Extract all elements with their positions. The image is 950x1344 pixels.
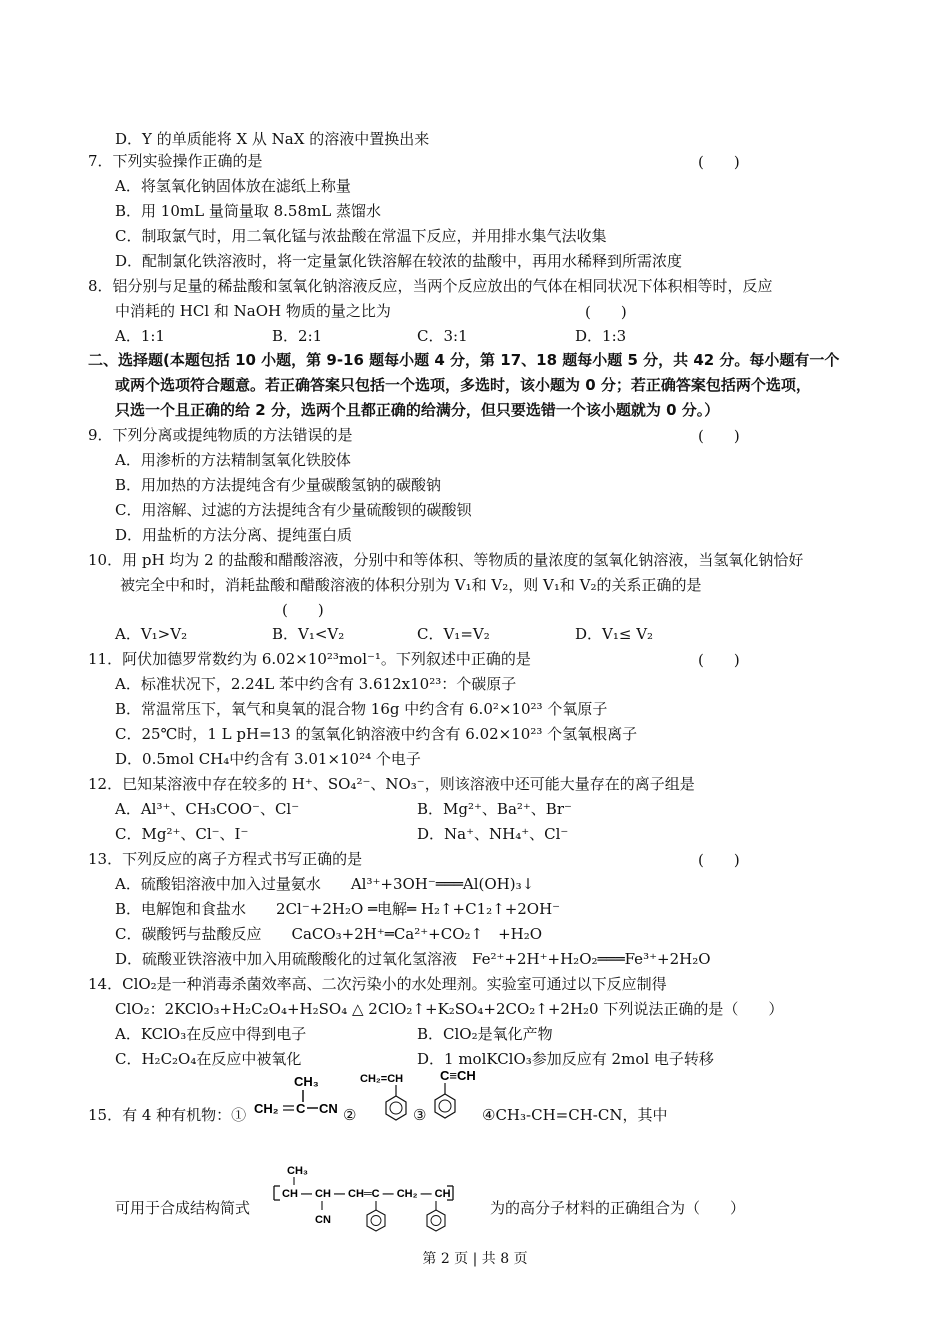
q15-stem-prefix: 15．有 4 种有机物：① [88,1106,247,1124]
m1-ch2: CH₂ [254,1101,279,1116]
q8-option-d: D．1:3 [575,327,627,345]
q10-stem-1: 10．用 pH 均为 2 的盐酸和醋酸溶液，分别中和等体积、等物质的量浓度的氢氧化钠溶液，当氢氧化钠恰好 [88,551,804,569]
q12-option-b: B．Mg²⁺、Ba²⁺、Br⁻ [417,800,572,818]
q14-option-d: D．1 molKClO₃参加反应有 2mol 电子转移 [417,1050,714,1068]
q9-option-d: D．用盐析的方法分离、提纯蛋白质 [115,526,353,544]
section2-heading-2: 或两个选项符合题意。若正确答案只包括一个选项，多选时，该小题为 0 分；若正确答案包括两个选项， [115,376,811,394]
m2-vinyl: CH₂=CH [360,1073,404,1085]
q15-marker-3: ③ [413,1106,427,1124]
q8-answer-paren: ( ) [585,303,627,321]
q14-option-a: A．KClO₃在反应中得到电子 [115,1025,307,1043]
section2-heading-3: 只选一个且正确的给 2 分，选两个且都正确的给满分，但只要选错一个该小题就为 0 分。） [115,401,720,419]
q10-option-a: A．V₁>V₂ [115,625,188,643]
q12-option-a: A．Al³⁺、CH₃COO⁻、Cl⁻ [115,800,300,818]
q15-stem-line2-b: 为的高分子材料的正确组合为（ ） [490,1199,746,1217]
q7-option-a: A．将氢氧化钠固体放在滤纸上称量 [115,177,351,195]
q10-answer-paren: ( ) [282,601,324,619]
molecule-1-methacrylonitrile [254,1068,344,1128]
m1-cn: CN [319,1101,338,1116]
page-footer: 第 2 页 | 共 8 页 [422,1251,528,1267]
q9-stem: 9．下列分离或提纯物质的方法错误的是 [88,426,353,444]
q9-option-b: B．用加热的方法提纯含有少量碳酸氢钠的碳酸钠 [115,476,442,494]
molecule-3-phenylacetylene [428,1064,488,1126]
q15-marker-2: ② [343,1106,357,1124]
m3-ethynyl: C≡CH [440,1068,476,1083]
q7-option-d: D．配制氯化铁溶液时，将一定量氯化铁溶解在较浓的盐酸中，再用水稀释到所需浓度 [115,252,683,270]
q14-option-b: B．ClO₂是氧化产物 [417,1025,553,1043]
q8-option-c: C．3:1 [417,327,468,345]
q12-option-d: D．Na⁺、NH₄⁺、Cl⁻ [417,825,569,843]
q11-answer-paren: ( ) [698,651,740,669]
q9-answer-paren: ( ) [698,427,740,445]
q10-option-c: C．V₁=V₂ [417,625,490,643]
q13-option-d: D．硫酸亚铁溶液中加入用硫酸酸化的过氧化氢溶液 Fe²⁺+2H⁺+H₂O₂═══Fe³⁺+2H₂O [115,950,711,968]
q11-stem: 11．阿伏加德罗常数约为 6.02×10²³mol⁻¹。下列叙述中正确的是 [88,650,531,668]
q13-option-c: C．碳酸钙与盐酸反应 CaCO₃+2H⁺═Ca²⁺+CO₂↑ +H₂O [115,925,543,943]
q10-stem-2: 被完全中和时，消耗盐酸和醋酸溶液的体积分别为 V₁和 V₂，则 V₁和 V₂的关系正确的是 [120,576,702,594]
m1-ch3: CH₃ [294,1074,319,1089]
q13-option-a: A．硫酸铝溶液中加入过量氨水 Al³⁺+3OH⁻═══Al(OH)₃↓ [115,875,535,893]
q13-stem: 13．下列反应的离子方程式书写正确的是 [88,850,363,868]
q10-option-b: B．V₁<V₂ [272,625,345,643]
q7-option-b: B．用 10mL 量筒量取 8.58mL 蒸馏水 [115,202,381,220]
q11-option-d: D．0.5mol CH₄中约含有 3.01×10²⁴ 个电子 [115,750,421,768]
q8-stem-2: 中消耗的 HCl 和 NaOH 物质的量之比为 [115,302,391,320]
q11-option-b: B．常温常压下，氧气和臭氧的混合物 16g 中约含有 6.0²×10²³ 个氧原子 [115,700,608,718]
q11-option-a: A．标准状况下，2.24L 苯中约含有 3.612x10²³：个碳原子 [115,675,517,693]
q14-option-c: C．H₂C₂O₄在反应中被氧化 [115,1050,302,1068]
m1-c: C [296,1101,306,1116]
q8-option-a: A．1:1 [115,327,165,345]
q12-option-c: C．Mg²⁺、Cl⁻、I⁻ [115,825,249,843]
q6-option-d: D．Y 的单质能将 X 从 NaX 的溶液中置换出来 [115,130,430,148]
poly-ch3: CH₃ [287,1165,308,1177]
section2-heading-1: 二、选择题(本题包括 10 小题，第 9-16 题每小题 4 分，第 17、18 题每小题 5 分，共 42 分。每小题有一个 [88,351,840,369]
poly-cn: CN [315,1214,331,1226]
molecule-2-styrene [358,1068,418,1128]
q10-option-d: D．V₁≤ V₂ [575,625,654,643]
q14-stem-1: 14．ClO₂是一种消毒杀菌效率高、二次污染小的水处理剂。实验室可通过以下反应制得 [88,975,667,993]
q12-stem: 12．巳知某溶液中存在较多的 H⁺、SO₄²⁻、NO₃⁻，则该溶液中还可能大量存在的离子组是 [88,775,695,793]
q15-stem-suffix: ④CH₃-CH=CH-CN，其中 [482,1106,668,1124]
q11-option-c: C．25℃时，1 L pH=13 的氢氧化钠溶液中约含有 6.02×10²³ 个氢氧根离子 [115,725,638,743]
q13-answer-paren: ( ) [698,851,740,869]
q14-stem-2: ClO₂：2KClO₃+H₂C₂O₄+H₂SO₄ △ 2ClO₂↑+K₂SO₄+2CO₂↑+2H₂0 下列说法正确的是（ ） [115,1000,784,1018]
q8-option-b: B．2:1 [272,327,323,345]
poly-main-chain: CH — CH — CH═C — CH₂ — CH [282,1188,451,1200]
q9-option-a: A．用渗析的方法精制氢氧化铁胶体 [115,451,351,469]
q7-option-c: C．制取氯气时，用二氧化锰与浓盐酸在常温下反应，并用排水集气法收集 [115,227,607,245]
q7-stem: 7．下列实验操作正确的是 [88,152,263,170]
q9-option-c: C．用溶解、过滤的方法提纯含有少量硫酸钡的碳酸钡 [115,501,472,519]
q7-answer-paren: ( ) [698,153,740,171]
q8-stem-1: 8．铝分别与足量的稀盐酸和氢氧化钠溶液反应，当两个反应放出的气体在相同状况下体积相等时，反应 [88,277,773,295]
q13-option-b: B．电解饱和食盐水 2Cl⁻+2H₂O ═电解═ H₂↑+C1₂↑+2OH⁻ [115,900,561,918]
q15-stem-line2-a: 可用于合成结构简式 [115,1199,251,1217]
polymer-structure [270,1160,470,1240]
